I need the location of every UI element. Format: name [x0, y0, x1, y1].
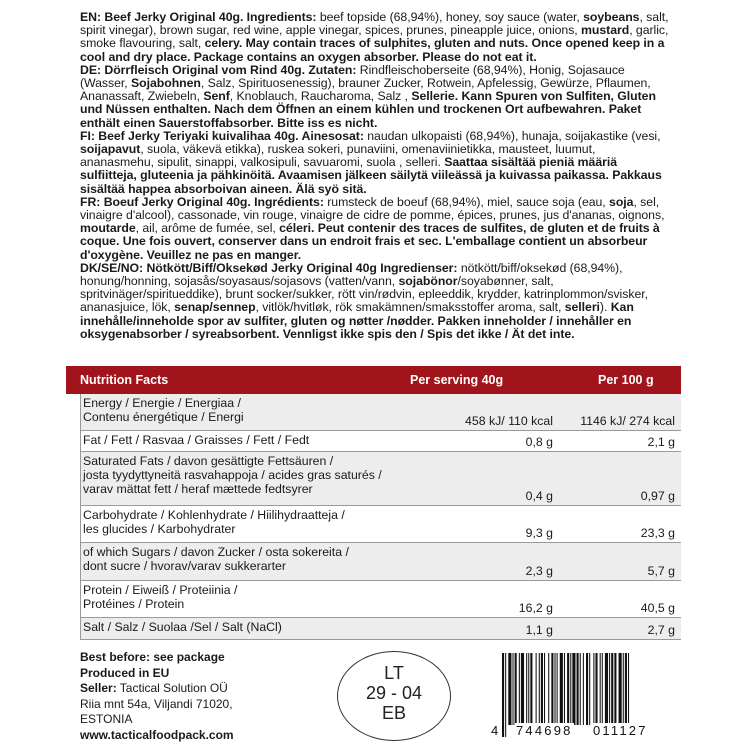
nutrition-row-label: Salt / Salz / Suolaa /Sel / Salt (NaCl): [83, 620, 282, 634]
barcode-bar: [623, 653, 624, 725]
barcode-bar: [564, 653, 565, 725]
barcode-bar: [519, 653, 520, 725]
barcode-bar: [521, 653, 524, 725]
nutrition-row-fat: [81, 431, 681, 452]
ingredients-dk: DK/SE/NO: Nötkött/Biff/Oksekød Jerky Original 40g Ingredienser: nötkött/biff/oksekød (68,94%), honung/honning, sojasås/soyasaus/sojasovs (vatten/vann, sojabönor/soyabønner, salt, spritvinäger/spiritueddike), brunt socker/sukker, rött vin/rødvin, epleeddik, krydder, katrinplommon/svisker, ananasjuice, lök, senap/sennep, vitlök/hvitløk, rök smakämnen/smaksstoffer aroma, salt, selleri). Kan innehålle/inneholde spor av sulfiter, gluten og nøtter /nødder. Pakken inneholder / innehåller en oksygenabsorber / syreabsorbent. Vennligst ikke spis den / Spis det ikke / Ät det inte.: [80, 260, 648, 341]
barcode-bar: [600, 653, 601, 725]
barcode-bar: [544, 653, 545, 725]
nutrition-value-serving: 0,8 g: [525, 435, 553, 449]
nutrition-row-label: Saturated Fats / davon gesättigte Fettsäuren /: [83, 454, 334, 468]
barcode-digits: [488, 720, 670, 740]
barcode-bar: [572, 653, 575, 725]
lot-line-2: 29 - 04: [365, 683, 423, 703]
ingredients-fr: FR: Boeuf Jerky Original 40g. Ingrédients: rumsteck de boeuf (68,94%), miel, sauce soja (eau, soja, sel, vinaigre d'alcool), cassonade, vin rouge, vinaigre de cidre de pomme, épices, prunes, jus d'ananas, oignons, moutarde, ail, arôme de fumée, sel, céleri. Peut contenir des traces de sulfites, de gluten et de fruits à coque. Une fois ouvert, conserver dans un endroit frais et sec. L'emballage contient un absorbeur d'oxygène. Veuillez ne pas en manger.: [80, 194, 665, 262]
barcode-bar: [508, 653, 511, 725]
nutrition-value-per100: 2,7 g: [647, 623, 675, 637]
nutrition-row-label: Protein / Eiweiß / Proteiinia /: [83, 583, 238, 597]
nutrition-row-sugars: [81, 543, 681, 581]
barcode-digits-left: 744698: [516, 723, 573, 738]
ingredients-text: [80, 11, 670, 341]
barcode-bar: [515, 653, 517, 725]
website-text: www.tacticalfoodpack.com: [80, 727, 234, 742]
nutrition-row-carbohydrate: [81, 506, 681, 543]
barcode-bar: [548, 653, 549, 725]
nutrition-row-label: Carbohydrate / Kohlenhydrate / Hiilihydraatteja /: [83, 508, 345, 522]
nutrition-value-per100: 1146 kJ/ 274 kcal: [580, 414, 675, 428]
barcode-bar: [536, 653, 537, 725]
barcode-bar: [593, 653, 594, 725]
barcode-digit-prefix: 4: [491, 723, 499, 738]
barcode-bar: [602, 653, 603, 725]
address-line-1: Riia mnt 54a, Viljandi 71020,: [80, 696, 233, 711]
barcode-bar: [530, 653, 532, 725]
ingredients-en: EN: Beef Jerky Original 40g. Ingredients: beef topside (68,94%), honey, soy sauce (water, soybeans, salt, spirit vinegar), brown sugar, red wine, apple vinegar, spices, prunes, pineapple juice, onions, mustard, garlic, smoke flavouring, salt, celery. May contain traces of sulphites, gluten and nuts. Once opened keep in a cool and dry place. Package contains an oxygen absorber. Please do not eat it.: [80, 10, 669, 64]
lot-line-1: LT: [384, 663, 404, 683]
nutrition-value-serving: 458 kJ/ 110 kcal: [465, 414, 553, 428]
lot-stamp: [337, 651, 451, 741]
nutrition-value-serving: 1,1 g: [525, 623, 553, 637]
seller-label: Seller:: [80, 681, 117, 696]
barcode-bar: [614, 653, 616, 725]
barcode-digits-right: 011127: [593, 723, 648, 738]
nutrition-table: [66, 366, 681, 640]
nutrition-value-serving: 2,3 g: [525, 564, 553, 578]
nutrition-value-per100: 0,97 g: [640, 489, 675, 503]
barcode-bar: [560, 653, 563, 725]
nutrition-body: [80, 394, 680, 640]
nutrition-row-label: of which Sugars / davon Zucker / osta sokereita /: [83, 545, 349, 559]
barcode-bar: [526, 653, 527, 725]
ingredients-de: DE: Dörrfleisch Original vom Rind 40g. Zutaten: Rindfleischoberseite (68,94%), Honig, Sojasauce (Wasser, Sojabohnen, Salz, Spirituosenessig), brauner Zucker, Rotwein, Apfelessig, Gewürze, Pflaumen, Ananassaft, Zwiebeln, Senf, Knoblauch, Raucharoma, Salz , Sellerie. Kann Spuren von Sulfiten, Gluten und Nüssen enthalten. Nach dem Öffnen an einem kühlen und trockenen Ort aufbewahren. Paket enthält einen Sauerstoffabsorber. Bitte iss es nicht.: [80, 62, 656, 130]
barcode-bar: [528, 653, 529, 725]
barcode-bar: [555, 653, 556, 725]
nutrition-value-serving: 16,2 g: [518, 601, 553, 615]
nutrition-value-per100: 5,7 g: [647, 564, 675, 578]
nutrition-row-label: varav mättat fett / heraf mættede fedtsyrer: [83, 482, 313, 496]
nutrition-header-label: Nutrition Facts: [80, 373, 169, 387]
nutrition-value-serving: 9,3 g: [525, 526, 553, 540]
barcode-bar: [541, 653, 543, 725]
nutrition-header-per100: Per 100 g: [598, 373, 654, 387]
seller-name: Tactical Solution OÜ: [116, 681, 228, 696]
manufacturer-info: [80, 650, 234, 744]
nutrition-header: [66, 366, 681, 394]
barcode-bar: [589, 653, 590, 725]
nutrition-row-protein: [81, 581, 681, 618]
barcode-bar: [625, 653, 627, 725]
address-line-2: ESTONIA: [80, 712, 133, 727]
barcode-bar: [539, 653, 540, 725]
nutrition-value-per100: 2,1 g: [647, 435, 675, 449]
ingredients-fi: FI: Beef Jerky Teriyaki kuivalihaa 40g. Ainesosat: naudan ulkopaisti (68,94%), hunaja, soijakastike (vesi, soijapavut, suola, väkevä etikka), ruskea sokeri, punaviini, omenaviinietikka, mausteet, luumut, ananasmehu, sipulit, sinappi, valkosipuli, savuaromi, suola , selleri. Saattaa sisältää pieniä määriä sulfiitteja, gluteenia ja pähkinöitä. Avaamisen jälkeen säilytä viileässä ja kuivassa paikassa. Pakkaus sisältää happea absorboivan aineen. Älä syö sitä.: [80, 128, 662, 196]
barcode-bar: [580, 653, 581, 725]
lot-line-3: EB: [381, 703, 406, 723]
barcode-bar: [595, 653, 597, 725]
nutrition-header-serving: Per serving 40g: [410, 373, 504, 387]
nutrition-row-energy: [81, 394, 681, 431]
barcode-bar: [577, 653, 579, 725]
produced-in-text: Produced in EU: [80, 665, 170, 680]
barcode-bar: [611, 653, 613, 725]
nutrition-value-per100: 40,5 g: [640, 601, 675, 615]
barcode-bar: [513, 653, 514, 725]
nutrition-row-label: les glucides / Karbohydrater: [83, 522, 236, 536]
nutrition-row-saturated-fats: [81, 452, 681, 506]
nutrition-row-label: dont sucre / hvorav/varav sukkerarter: [83, 559, 286, 573]
nutrition-row-salt: [81, 618, 681, 640]
nutrition-row-label: Protéines / Protein: [83, 597, 185, 611]
nutrition-row-label: josta tyydyttyneitä rasvahappoja / acides gras saturés /: [83, 468, 382, 482]
best-before-text: Best before: see package: [80, 650, 225, 664]
nutrition-row-label: Fat / Fett / Rasvaa / Graisses / Fett / Fedt: [83, 433, 310, 447]
nutrition-value-per100: 23,3 g: [640, 526, 675, 540]
nutrition-value-serving: 0,4 g: [525, 489, 553, 503]
barcode-bar: [557, 653, 558, 725]
barcode-bar: [583, 653, 584, 725]
barcode-bar: [609, 653, 610, 725]
barcode-bar: [605, 653, 608, 725]
nutrition-row-label: Contenu énergétique / Energi: [83, 410, 244, 424]
barcode-bar: [586, 653, 588, 725]
nutrition-row-label: Energy / Energie / Energiaa /: [83, 396, 241, 410]
barcode-bar: [551, 653, 553, 725]
barcode-bar: [619, 653, 622, 725]
